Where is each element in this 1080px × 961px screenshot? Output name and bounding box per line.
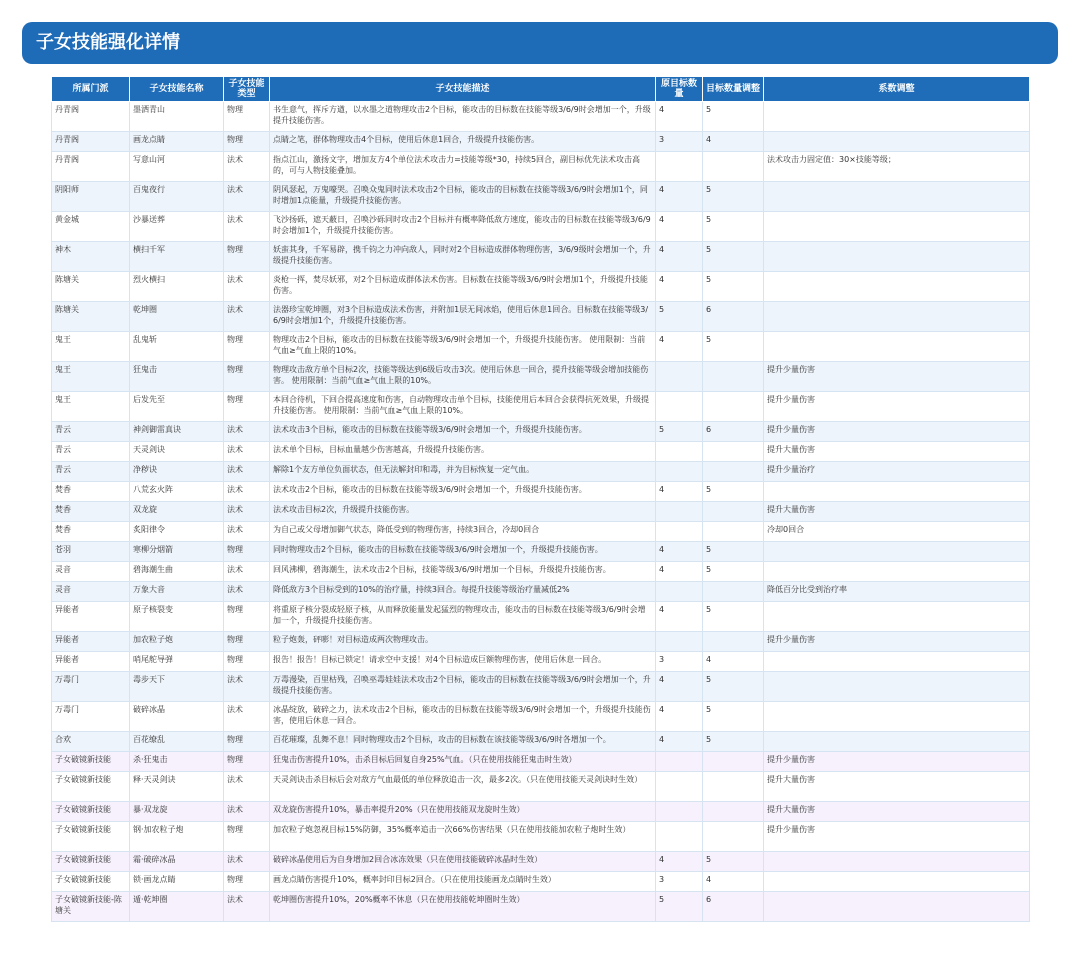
- cell-adjusted-count: 6: [703, 892, 764, 922]
- cell-adjusted-count: [703, 772, 764, 802]
- table-row: [52, 522, 1030, 542]
- cell-orig-count: 4: [656, 182, 703, 212]
- cell-school: 青云: [52, 462, 130, 482]
- cell-skill-type: 法术: [224, 802, 270, 822]
- cell-orig-count: 3: [656, 652, 703, 672]
- cell-coefficient: 提升少量伤害: [764, 822, 1030, 852]
- cell-coefficient: [764, 132, 1030, 152]
- cell-skill-desc: 狂鬼击伤害提升10%，击杀目标后回复自身25%气血。（只在使用技能狂鬼击时生效）: [270, 752, 656, 772]
- cell-orig-count: 4: [656, 102, 703, 132]
- cell-school: 灵音: [52, 582, 130, 602]
- cell-skill-name: 锁·画龙点睛: [130, 872, 224, 892]
- cell-coefficient: [764, 302, 1030, 332]
- table-row: [52, 422, 1030, 442]
- cell-school: 青云: [52, 422, 130, 442]
- cell-skill-desc: 物理攻击2个目标，能攻击的目标数在技能等级3/6/9时会增加一个，升级提升技能伤害。 使用限制：当前气血≥气血上限的10%。: [270, 332, 656, 362]
- table-header-row: [52, 77, 1030, 102]
- cell-skill-type: 法术: [224, 522, 270, 542]
- cell-adjusted-count: 6: [703, 302, 764, 332]
- cell-adjusted-count: [703, 752, 764, 772]
- cell-adjusted-count: 5: [703, 182, 764, 212]
- header-skill-desc: 子女技能描述: [270, 77, 656, 102]
- cell-skill-type: 物理: [224, 362, 270, 392]
- table-row: [52, 772, 1030, 802]
- cell-skill-name: 神剑御雷真诀: [130, 422, 224, 442]
- cell-skill-name: 暴·双龙旋: [130, 802, 224, 822]
- cell-orig-count: [656, 462, 703, 482]
- cell-adjusted-count: [703, 802, 764, 822]
- cell-orig-count: [656, 632, 703, 652]
- cell-coefficient: [764, 482, 1030, 502]
- cell-skill-type: 法术: [224, 422, 270, 442]
- cell-orig-count: 3: [656, 872, 703, 892]
- cell-school: 陈塘关: [52, 272, 130, 302]
- cell-skill-type: 物理: [224, 602, 270, 632]
- cell-skill-name: 霜·破碎冰晶: [130, 852, 224, 872]
- table-row: [52, 732, 1030, 752]
- table-row: [52, 212, 1030, 242]
- cell-adjusted-count: 5: [703, 212, 764, 242]
- cell-adjusted-count: [703, 362, 764, 392]
- cell-skill-desc: 画龙点睛伤害提升10%，概率封印目标2回合。（只在使用技能画龙点睛时生效）: [270, 872, 656, 892]
- cell-school: 焚香: [52, 482, 130, 502]
- cell-skill-type: 法术: [224, 892, 270, 922]
- cell-coefficient: [764, 892, 1030, 922]
- cell-school: 焚香: [52, 522, 130, 542]
- table-row: [52, 632, 1030, 652]
- cell-skill-name: 百鬼夜行: [130, 182, 224, 212]
- cell-coefficient: 提升少量伤害: [764, 632, 1030, 652]
- cell-school: 鬼王: [52, 362, 130, 392]
- cell-skill-desc: 指点江山，激扬文字，增加友方4个单位法术攻击力=技能等级*30，持续5回合，副目标优先法术攻击高的，可与人物技能叠加。: [270, 152, 656, 182]
- cell-skill-name: 释·天灵剑诀: [130, 772, 224, 802]
- cell-skill-name: 烈火横扫: [130, 272, 224, 302]
- cell-school: 子女破镜新技能: [52, 872, 130, 892]
- cell-adjusted-count: [703, 152, 764, 182]
- cell-orig-count: [656, 502, 703, 522]
- cell-skill-desc: 双龙旋伤害提升10%，暴击率提升20%（只在使用技能双龙旋时生效）: [270, 802, 656, 822]
- cell-skill-desc: 破碎冰晶使用后为自身增加2回合冰冻效果（只在使用技能破碎冰晶时生效）: [270, 852, 656, 872]
- cell-adjusted-count: 5: [703, 242, 764, 272]
- cell-coefficient: 提升大量伤害: [764, 442, 1030, 462]
- cell-school: 灵音: [52, 562, 130, 582]
- cell-coefficient: 提升少量伤害: [764, 362, 1030, 392]
- header-skill-type: 子女技能类型: [224, 77, 270, 102]
- table-row: [52, 542, 1030, 562]
- page-title: 子女技能强化详情: [36, 32, 180, 53]
- cell-orig-count: 4: [656, 702, 703, 732]
- cell-skill-type: 法术: [224, 462, 270, 482]
- cell-skill-type: 法术: [224, 672, 270, 702]
- cell-adjusted-count: 5: [703, 732, 764, 752]
- cell-skill-desc: 法术单个目标，目标血量越少伤害越高，升级提升技能伤害。: [270, 442, 656, 462]
- cell-coefficient: [764, 872, 1030, 892]
- cell-skill-type: 物理: [224, 652, 270, 672]
- table-row: [52, 102, 1030, 132]
- header-orig-count: 原目标数量: [656, 77, 703, 102]
- cell-skill-desc: 回风沸柳，碧海潮生，法术攻击2个目标，技能等级3/6/9时增加一个目标，升级提升技能伤害。: [270, 562, 656, 582]
- cell-school: 万毒门: [52, 702, 130, 732]
- cell-school: 鬼王: [52, 332, 130, 362]
- table-row: [52, 702, 1030, 732]
- table-row: [52, 802, 1030, 822]
- cell-coefficient: 法术攻击力固定值：30×技能等级；: [764, 152, 1030, 182]
- cell-skill-desc: 同时物理攻击2个目标，能攻击的目标数在技能等级3/6/9时会增加一个，升级提升技能伤害。: [270, 542, 656, 562]
- cell-school: 苍羽: [52, 542, 130, 562]
- cell-skill-name: 万象大音: [130, 582, 224, 602]
- table-row: [52, 442, 1030, 462]
- cell-adjusted-count: [703, 582, 764, 602]
- cell-orig-count: [656, 752, 703, 772]
- cell-skill-desc: 阴风瑟起，万鬼嚎哭。召唤众鬼同时法术攻击2个目标，能攻击的目标数在技能等级3/6/9时会增加1个，同时增加1点能量，升级提升技能伤害。: [270, 182, 656, 212]
- header-school: 所属门派: [52, 77, 130, 102]
- cell-skill-name: 乾坤圈: [130, 302, 224, 332]
- cell-skill-name: 加农粒子炮: [130, 632, 224, 652]
- table-row: [52, 822, 1030, 852]
- cell-skill-name: 八荒玄火阵: [130, 482, 224, 502]
- cell-coefficient: [764, 272, 1030, 302]
- cell-skill-type: 法术: [224, 582, 270, 602]
- cell-skill-desc: 冰晶绽放，破碎之力，法术攻击2个目标，能攻击的目标数在技能等级3/6/9时会增加一个，升级提升技能伤害，使用后休息一回合。: [270, 702, 656, 732]
- cell-skill-type: 法术: [224, 702, 270, 732]
- cell-skill-type: 物理: [224, 822, 270, 852]
- skill-table-container: [51, 76, 1029, 922]
- table-row: [52, 152, 1030, 182]
- table-row: [52, 872, 1030, 892]
- cell-adjusted-count: [703, 502, 764, 522]
- cell-orig-count: 4: [656, 212, 703, 242]
- cell-skill-type: 物理: [224, 132, 270, 152]
- cell-school: 子女破镜新技能: [52, 852, 130, 872]
- table-row: [52, 562, 1030, 582]
- cell-school: 子女破镜新技能-陈塘关: [52, 892, 130, 922]
- cell-skill-desc: 法术攻击目标2次，升级提升技能伤害。: [270, 502, 656, 522]
- cell-skill-name: 百花缭乱: [130, 732, 224, 752]
- header-skill-name: 子女技能名称: [130, 77, 224, 102]
- cell-school: 丹青阁: [52, 102, 130, 132]
- cell-skill-name: 毒步天下: [130, 672, 224, 702]
- cell-skill-type: 法术: [224, 152, 270, 182]
- table-row: [52, 132, 1030, 152]
- cell-adjusted-count: 5: [703, 702, 764, 732]
- cell-orig-count: [656, 822, 703, 852]
- cell-orig-count: [656, 582, 703, 602]
- cell-skill-desc: 报告！报告！目标已锁定！请求空中支援！对4个目标造成巨额物理伤害，使用后休息一回合。: [270, 652, 656, 672]
- cell-coefficient: [764, 602, 1030, 632]
- cell-skill-desc: 为自己或父母增加御气状态，降低受到的物理伤害，持续3回合，冷却0回合: [270, 522, 656, 542]
- cell-coefficient: 降低百分比受到治疗率: [764, 582, 1030, 602]
- cell-adjusted-count: [703, 462, 764, 482]
- cell-school: 异能者: [52, 632, 130, 652]
- header-adjusted-count: 目标数量调整: [703, 77, 764, 102]
- cell-school: 子女破镜新技能: [52, 752, 130, 772]
- cell-coefficient: 冷却0回合: [764, 522, 1030, 542]
- table-row: [52, 182, 1030, 212]
- cell-coefficient: 提升少量伤害: [764, 752, 1030, 772]
- cell-skill-type: 物理: [224, 332, 270, 362]
- cell-skill-desc: 物理攻击敌方单个目标2次，技能等级达到6级后攻击3次。使用后休息一回合，提升技能等级会增加技能伤害。 使用限制：当前气血≥气血上限的10%。: [270, 362, 656, 392]
- cell-orig-count: [656, 392, 703, 422]
- cell-school: 合欢: [52, 732, 130, 752]
- cell-skill-name: 后发先至: [130, 392, 224, 422]
- cell-skill-desc: 飞沙扬砾，遮天蔽日，召唤沙砾同时攻击2个目标并有概率降低敌方速度，能攻击的目标数在技能等级3/6/9时会增加1个，升级提升技能伤害。: [270, 212, 656, 242]
- cell-adjusted-count: [703, 522, 764, 542]
- cell-adjusted-count: 4: [703, 652, 764, 672]
- cell-skill-desc: 炎枪一挥，焚尽妖邪，对2个目标造成群体法术伤害。目标数在技能等级3/6/9时会增加1个，升级提升技能伤害。: [270, 272, 656, 302]
- cell-skill-type: 物理: [224, 732, 270, 752]
- cell-coefficient: [764, 242, 1030, 272]
- cell-school: 神木: [52, 242, 130, 272]
- cell-orig-count: [656, 802, 703, 822]
- cell-school: 子女破镜新技能: [52, 802, 130, 822]
- cell-school: 焚香: [52, 502, 130, 522]
- cell-orig-count: 4: [656, 852, 703, 872]
- cell-coefficient: [764, 182, 1030, 212]
- cell-skill-type: 法术: [224, 182, 270, 212]
- cell-skill-type: 法术: [224, 852, 270, 872]
- cell-coefficient: 提升大量伤害: [764, 502, 1030, 522]
- cell-skill-name: 净秽诀: [130, 462, 224, 482]
- cell-school: 鬼王: [52, 392, 130, 422]
- cell-skill-name: 狂鬼击: [130, 362, 224, 392]
- cell-adjusted-count: 5: [703, 272, 764, 302]
- cell-school: 万毒门: [52, 672, 130, 702]
- table-row: [52, 482, 1030, 502]
- cell-adjusted-count: 4: [703, 132, 764, 152]
- cell-coefficient: 提升少量治疗: [764, 462, 1030, 482]
- cell-skill-name: 寒柳分烟箭: [130, 542, 224, 562]
- cell-skill-name: 沙暴送葬: [130, 212, 224, 242]
- cell-orig-count: 4: [656, 332, 703, 362]
- cell-orig-count: [656, 522, 703, 542]
- table-row: [52, 672, 1030, 702]
- cell-skill-name: 乱鬼斩: [130, 332, 224, 362]
- cell-skill-name: 横扫千军: [130, 242, 224, 272]
- cell-adjusted-count: 5: [703, 102, 764, 132]
- skill-table: [51, 76, 1030, 922]
- cell-orig-count: 3: [656, 132, 703, 152]
- cell-orig-count: 4: [656, 272, 703, 302]
- cell-coefficient: [764, 332, 1030, 362]
- cell-coefficient: [764, 102, 1030, 132]
- cell-school: 异能者: [52, 602, 130, 632]
- cell-skill-name: 杀·狂鬼击: [130, 752, 224, 772]
- cell-skill-name: 遁·乾坤圈: [130, 892, 224, 922]
- cell-school: 子女破镜新技能: [52, 772, 130, 802]
- cell-coefficient: [764, 542, 1030, 562]
- cell-adjusted-count: 5: [703, 542, 764, 562]
- cell-school: 阴阳师: [52, 182, 130, 212]
- cell-orig-count: 4: [656, 542, 703, 562]
- cell-skill-type: 法术: [224, 212, 270, 242]
- cell-skill-name: 破碎冰晶: [130, 702, 224, 732]
- cell-adjusted-count: 5: [703, 602, 764, 632]
- cell-skill-desc: 妖蛮其身，千军易辟，携千钧之力冲向敌人，同时对2个目标造成群体物理伤害，3/6/9级时会增加一个，升级提升技能伤害。: [270, 242, 656, 272]
- cell-orig-count: [656, 772, 703, 802]
- cell-school: 子女破镜新技能: [52, 822, 130, 852]
- cell-adjusted-count: 5: [703, 852, 764, 872]
- cell-school: 黄金城: [52, 212, 130, 242]
- cell-orig-count: 5: [656, 892, 703, 922]
- cell-skill-type: 法术: [224, 772, 270, 802]
- table-row: [52, 752, 1030, 772]
- table-row: [52, 332, 1030, 362]
- table-row: [52, 362, 1030, 392]
- cell-skill-name: 哨尾舵导弹: [130, 652, 224, 672]
- cell-skill-name: 炙阳律令: [130, 522, 224, 542]
- cell-skill-type: 物理: [224, 632, 270, 652]
- cell-coefficient: [764, 702, 1030, 732]
- cell-skill-type: 法术: [224, 482, 270, 502]
- cell-skill-desc: 法术攻击2个目标，能攻击的目标数在技能等级3/6/9时会增加一个，升级提升技能伤害。: [270, 482, 656, 502]
- cell-orig-count: 5: [656, 422, 703, 442]
- table-row: [52, 502, 1030, 522]
- table-row: [52, 602, 1030, 632]
- cell-skill-type: 法术: [224, 302, 270, 332]
- cell-adjusted-count: [703, 442, 764, 462]
- table-row: [52, 302, 1030, 332]
- cell-skill-desc: 本回合待机，下回合提高速度和伤害，自动物理攻击单个目标，技能使用后本回合会获得抗死效果，升级提升技能伤害。 使用限制：当前气血≥气血上限的10%。: [270, 392, 656, 422]
- cell-coefficient: 提升大量伤害: [764, 802, 1030, 822]
- cell-skill-type: 法术: [224, 442, 270, 462]
- cell-adjusted-count: 5: [703, 672, 764, 702]
- table-row: [52, 652, 1030, 672]
- cell-skill-type: 物理: [224, 542, 270, 562]
- cell-skill-desc: 百花璀璨，乱舞不息！同时物理攻击2个目标，攻击的目标数在该技能等级3/6/9时各增加一个。: [270, 732, 656, 752]
- cell-coefficient: [764, 672, 1030, 702]
- cell-skill-desc: 将重原子核分裂成轻原子核，从而释放能量发起猛烈的物理攻击，能攻击的目标数在技能等级3/6/9时会增加一个，升级提升技能伤害。: [270, 602, 656, 632]
- cell-school: 青云: [52, 442, 130, 462]
- cell-skill-desc: 乾坤圈伤害提升10%，20%概率不休息（只在使用技能乾坤圈时生效）: [270, 892, 656, 922]
- cell-skill-desc: 点睛之笔，群体物理攻击4个目标，使用后休息1回合，升级提升技能伤害。: [270, 132, 656, 152]
- cell-orig-count: 4: [656, 482, 703, 502]
- table-row: [52, 392, 1030, 422]
- cell-skill-name: 双龙旋: [130, 502, 224, 522]
- cell-skill-name: 天灵剑诀: [130, 442, 224, 462]
- cell-skill-type: 物理: [224, 872, 270, 892]
- cell-skill-type: 法术: [224, 562, 270, 582]
- cell-coefficient: [764, 852, 1030, 872]
- cell-adjusted-count: [703, 392, 764, 422]
- cell-adjusted-count: [703, 632, 764, 652]
- cell-school: 丹青阁: [52, 132, 130, 152]
- cell-skill-type: 法术: [224, 502, 270, 522]
- cell-skill-desc: 书生意气，挥斥方遒，以水墨之道物理攻击2个目标，能攻击的目标数在技能等级3/6/9时会增加一个，升级提升技能伤害。: [270, 102, 656, 132]
- cell-adjusted-count: 5: [703, 332, 764, 362]
- cell-adjusted-count: 5: [703, 482, 764, 502]
- table-row: [52, 462, 1030, 482]
- cell-school: 丹青阁: [52, 152, 130, 182]
- cell-coefficient: [764, 212, 1030, 242]
- header-coefficient: 系数调整: [764, 77, 1030, 102]
- table-body: [52, 102, 1030, 922]
- cell-orig-count: [656, 152, 703, 182]
- cell-coefficient: 提升少量伤害: [764, 422, 1030, 442]
- cell-orig-count: 5: [656, 302, 703, 332]
- cell-skill-desc: 粒子炮轰，砰嘭！对目标造成两次物理攻击。: [270, 632, 656, 652]
- cell-orig-count: 4: [656, 602, 703, 632]
- cell-coefficient: [764, 732, 1030, 752]
- cell-adjusted-count: [703, 822, 764, 852]
- cell-orig-count: 4: [656, 242, 703, 272]
- cell-coefficient: [764, 562, 1030, 582]
- cell-orig-count: [656, 442, 703, 462]
- cell-school: 陈塘关: [52, 302, 130, 332]
- cell-skill-type: 物理: [224, 102, 270, 132]
- cell-skill-desc: 加农粒子炮忽视目标15%防御，35%概率追击一次66%伤害结果（只在使用技能加农粒子炮时生效）: [270, 822, 656, 852]
- cell-adjusted-count: 5: [703, 562, 764, 582]
- cell-skill-desc: 降低敌方3个目标受到的10%的治疗量，持续3回合。每提升技能等级治疗量减低2%: [270, 582, 656, 602]
- table-row: [52, 852, 1030, 872]
- cell-coefficient: [764, 652, 1030, 672]
- title-banner: [22, 22, 1058, 64]
- cell-skill-desc: 法器珍宝乾坤圈，对3个目标造成法术伤害，并附加1层无间冰焰，使用后休息1回合。目标数在技能等级3/6/9时会增加1个，升级提升技能伤害。: [270, 302, 656, 332]
- cell-skill-name: 钢·加农粒子炮: [130, 822, 224, 852]
- cell-skill-name: 墨洒青山: [130, 102, 224, 132]
- cell-skill-type: 物理: [224, 242, 270, 272]
- table-row: [52, 892, 1030, 922]
- cell-skill-name: 画龙点睛: [130, 132, 224, 152]
- cell-orig-count: 4: [656, 562, 703, 582]
- table-row: [52, 582, 1030, 602]
- cell-adjusted-count: 4: [703, 872, 764, 892]
- cell-orig-count: 4: [656, 732, 703, 752]
- cell-coefficient: 提升大量伤害: [764, 772, 1030, 802]
- cell-skill-name: 写意山河: [130, 152, 224, 182]
- cell-skill-desc: 万毒漫染，百里枯残，召唤巫毒娃娃法术攻击2个目标，能攻击的目标数在技能等级3/6/9时会增加一个，升级提升技能伤害。: [270, 672, 656, 702]
- cell-orig-count: [656, 362, 703, 392]
- cell-skill-type: 物理: [224, 752, 270, 772]
- cell-adjusted-count: 6: [703, 422, 764, 442]
- cell-skill-name: 碧海潮生曲: [130, 562, 224, 582]
- table-row: [52, 272, 1030, 302]
- cell-skill-type: 物理: [224, 392, 270, 422]
- cell-coefficient: 提升少量伤害: [764, 392, 1030, 422]
- cell-skill-desc: 法术攻击3个目标，能攻击的目标数在技能等级3/6/9时会增加一个，升级提升技能伤害。: [270, 422, 656, 442]
- cell-orig-count: 4: [656, 672, 703, 702]
- cell-skill-name: 原子核裂变: [130, 602, 224, 632]
- cell-skill-desc: 天灵剑诀击杀目标后会对敌方气血最低的单位释放追击一次，最多2次。（只在使用技能天灵剑诀时生效）: [270, 772, 656, 802]
- cell-skill-type: 法术: [224, 272, 270, 302]
- table-row: [52, 242, 1030, 272]
- cell-skill-desc: 解除1个友方单位负面状态，但无法解封印和毒，并为目标恢复一定气血。: [270, 462, 656, 482]
- cell-school: 异能者: [52, 652, 130, 672]
